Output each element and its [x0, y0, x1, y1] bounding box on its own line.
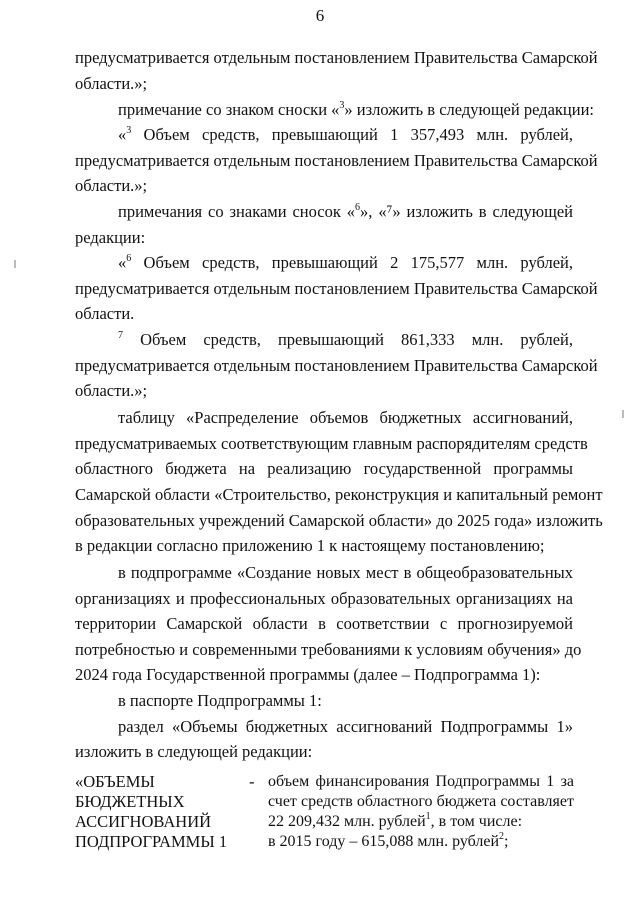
text-line: в паспорте Подпрограммы 1: — [118, 691, 322, 710]
passport-dash: - — [249, 772, 255, 791]
text-line: в подпрограмме «Создание новых мест в общеобразовательных — [118, 563, 573, 582]
text-line: $^7$ Объем средств, превышающий 861,333 млн. рублей, — [118, 329, 573, 349]
text-line: предусматривается отдельным постановлением Правительства Самарской — [75, 279, 598, 298]
passport-value-line: в 2015 году – 615,088 млн. рублей$^2$; — [268, 830, 509, 850]
text-line: раздел «Объемы бюджетных ассигнований Подпрограммы 1» — [118, 717, 573, 736]
page-number: 6 — [315, 6, 325, 25]
text-line: 2024 года Государственной программы (далее – Подпрограмма 1): — [75, 665, 541, 684]
text-line: редакции: — [75, 228, 146, 247]
scan-mark — [622, 410, 624, 418]
text-line: потребностью и современными требованиями к условиям обучения» до — [75, 640, 582, 659]
text-line: в редакции согласно приложению 1 к настоящему постановлению; — [75, 536, 545, 555]
text-line: области.»; — [75, 74, 148, 93]
text-line: образовательных учреждений Самарской области» до 2025 года» изложить — [75, 511, 603, 530]
text-line: организациях и профессиональных образовательных организациях на — [75, 589, 573, 608]
passport-label-line: «ОБЪЕМЫ — [75, 772, 155, 791]
passport-label-line: БЮДЖЕТНЫХ — [75, 792, 185, 811]
passport-value-line: счет средств областного бюджета составляет — [268, 793, 574, 810]
text-line: примечание со знаком сноски «$^3$» изложить в следующей редакции: — [118, 99, 594, 119]
text-line: примечания со знаками сносок «$^6$», «⁷» изложить в следующей — [118, 201, 573, 221]
text-line: «$^6$ Объем средств, превышающий 2 175,577 млн. рублей, — [118, 252, 573, 272]
text-line: области.»; — [75, 176, 148, 195]
text-line: территории Самарской области в соответствии с прогнозируемой — [75, 614, 573, 633]
text-line: «$^3$ Объем средств, превышающий 1 357,493 млн. рублей, — [118, 124, 573, 144]
text-line: предусматривается отдельным постановлением Правительства Самарской — [75, 151, 598, 170]
passport-label-line: АССИГНОВАНИЙ — [75, 812, 212, 831]
passport-label-line: ПОДПРОГРАММЫ 1 — [75, 832, 228, 851]
text-line: предусматривается отдельным постановлением Правительства Самарской — [75, 48, 598, 67]
text-line: Самарской области «Строительство, реконструкция и капитальный ремонт — [75, 485, 603, 504]
text-line: области. — [75, 304, 135, 323]
text-line: изложить в следующей редакции: — [75, 742, 313, 761]
text-line: предусматриваемых соответствующим главным распорядителям средств — [75, 434, 588, 453]
text-line: таблицу «Распределение объемов бюджетных ассигнований, — [118, 408, 573, 427]
scan-mark — [14, 260, 16, 268]
passport-value-line: объем финансирования Подпрограммы 1 за — [268, 773, 574, 790]
text-line: области.»; — [75, 381, 148, 400]
passport-value-line: 22 209,432 млн. рублей$^1$, в том числе: — [268, 810, 523, 830]
text-line: областного бюджета на реализацию государственной программы — [75, 459, 573, 478]
text-line: предусматривается отдельным постановлением Правительства Самарской — [75, 356, 598, 375]
